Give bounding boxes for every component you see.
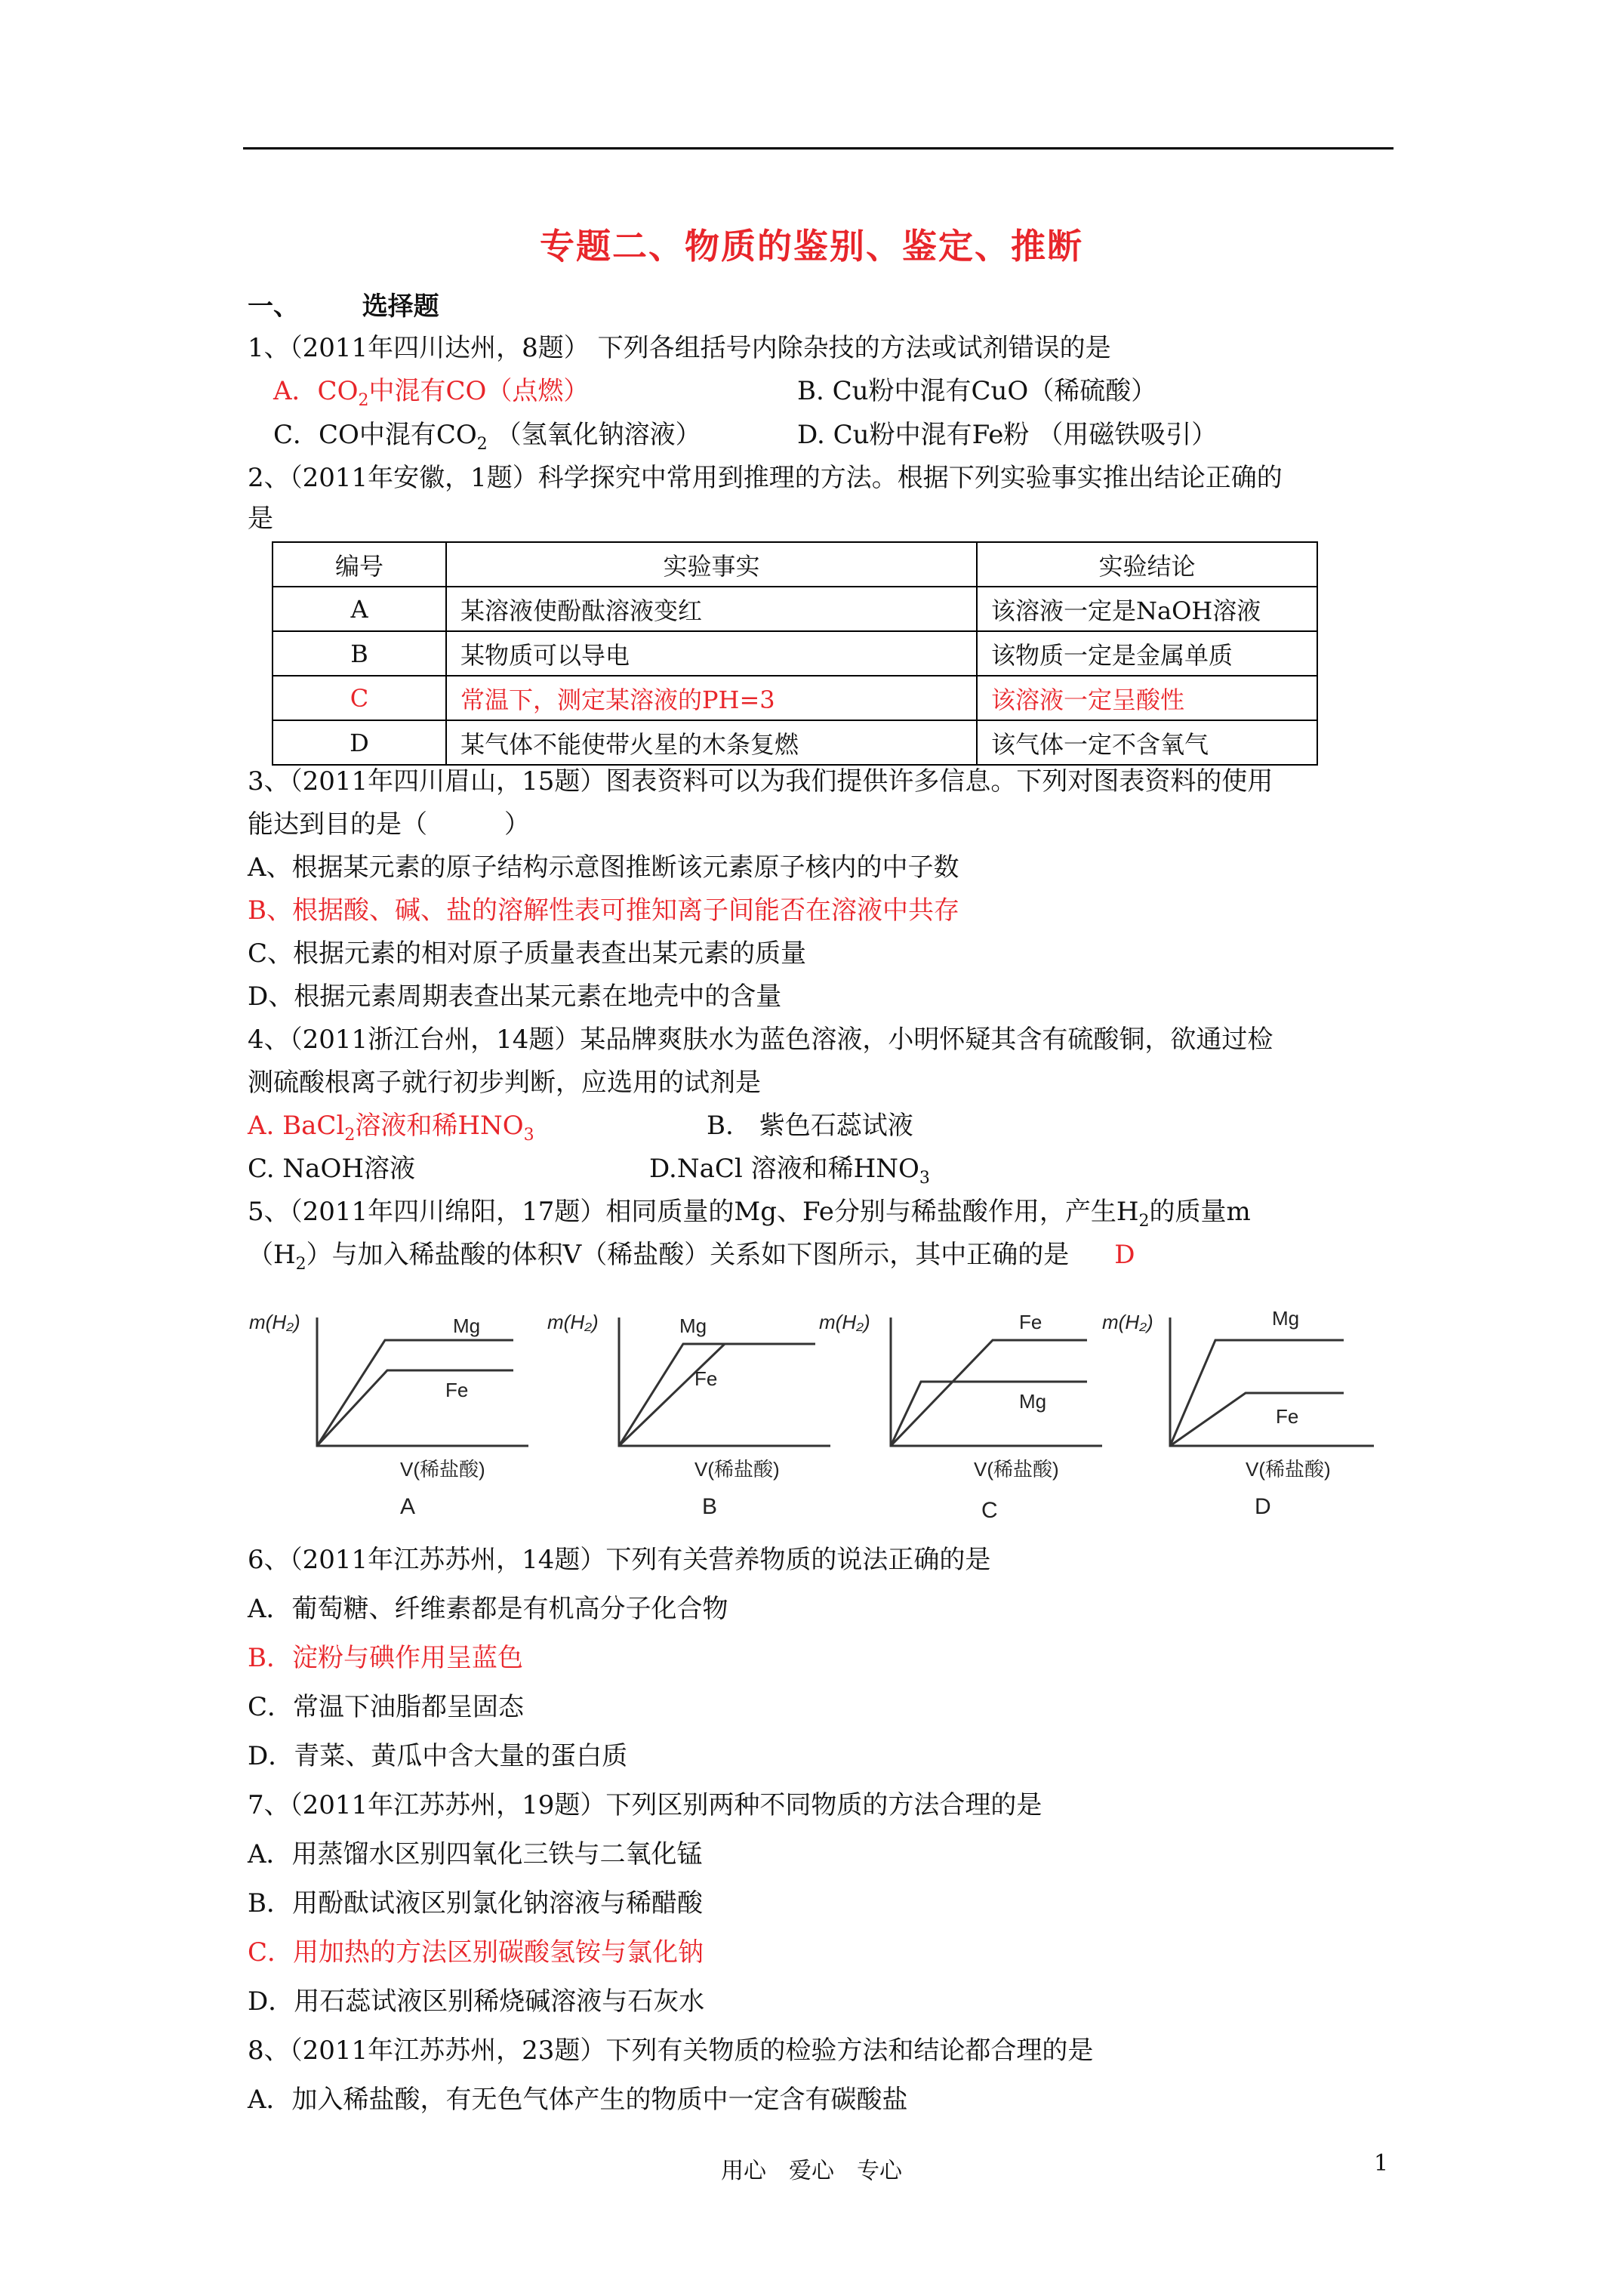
panel-a-mg-line <box>317 1340 513 1446</box>
q4-option-c: C. NaOH溶液 <box>248 1154 415 1184</box>
panel-d-fe-label: Fe <box>1276 1405 1299 1428</box>
panel-d-ylabel: m(H₂) <box>1102 1311 1153 1333</box>
table-cell: 某气体不能使带火星的木条复燃 <box>446 720 977 765</box>
panel-a-xlabel: V(稀盐酸) <box>400 1458 485 1481</box>
table-cell: 该溶液一定是NaOH溶液 <box>977 587 1317 631</box>
q5-stem-line2: $(H_2)$与加入稀盐酸的体积V（稀盐酸）关系如下图所示，其中正确的是 D <box>248 1240 1135 1274</box>
panel-b-fe-line <box>619 1344 725 1446</box>
q7-option-c: C．用加热的方法区别碳酸氢铵与氯化钠 <box>248 1937 704 1968</box>
table-cell: 某物质可以导电 <box>446 631 977 676</box>
q6-option-c: C．常温下油脂都呈固态 <box>248 1692 525 1722</box>
q7-option-a: A．用蒸馏水区别四氧化三铁与二氧化锰 <box>248 1839 703 1869</box>
table-cell: 该物质一定是金属单质 <box>977 631 1317 676</box>
page-footer: 用心 爱心 专心 <box>721 2158 902 2184</box>
panel-d-letter: D <box>1255 1494 1271 1519</box>
table-cell: C <box>273 676 446 720</box>
q2-table <box>272 541 1318 766</box>
header-rule <box>243 147 1394 149</box>
table-cell: D <box>273 720 446 765</box>
panel-c-letter: C <box>981 1498 998 1521</box>
panel-d-fe-line <box>1170 1393 1344 1446</box>
panel-b-xlabel: V(稀盐酸) <box>694 1458 780 1481</box>
panel-d-mg-label: Mg <box>1272 1307 1300 1330</box>
q1-option-b: B. Cu粉中混有CuO（稀硫酸） <box>797 376 1157 406</box>
q6-option-d: D．青菜、黄瓜中含大量的蛋白质 <box>248 1741 628 1771</box>
table-cell: 该溶液一定呈酸性 <box>977 676 1317 720</box>
panel-b-ylabel: m(H₂) <box>547 1311 599 1333</box>
q3-option-d: D、根据元素周期表查出某元素在地壳中的含量 <box>248 982 782 1012</box>
q4-option-b: B. 紫色石蕊试液 <box>707 1111 913 1141</box>
section-number: 一、 <box>248 291 299 322</box>
panel-c-fe-label: Fe <box>1019 1311 1042 1333</box>
page-title: 专题二、物质的鉴别、鉴定、推断 <box>540 226 1083 267</box>
panel-a-fe-label: Fe <box>445 1379 469 1401</box>
q1-stem: 1、（2011年四川达州，8题） 下列各组括号内除杂技的方法或试剂错误的是 <box>248 333 1111 363</box>
q6-option-a: A．葡萄糖、纤维素都是有机高分子化合物 <box>248 1594 728 1624</box>
col-header: 实验事实 <box>446 542 977 587</box>
panel-b-mg-line <box>619 1344 815 1446</box>
q1-option-c: C．CO中混有$CO_2$ （氢氧化钠溶液） <box>273 420 701 454</box>
q7-stem: 7、（2011年江苏苏州，19题）下列区别两种不同物质的方法合理的是 <box>248 1790 1042 1820</box>
table-header-row <box>273 542 1317 587</box>
panel-c-mg-label: Mg <box>1019 1390 1047 1413</box>
table-cell: A <box>273 587 446 631</box>
section-heading <box>248 291 439 322</box>
q4-option-d: D.NaCl 溶液和稀$HNO_3$ <box>649 1154 930 1188</box>
table-cell: 某溶液使酚酞溶液变红 <box>446 587 977 631</box>
table-row <box>273 631 1317 676</box>
section-label: 选择题 <box>362 291 439 322</box>
table-cell: 该气体一定不含氧气 <box>977 720 1317 765</box>
panel-b-letter: B <box>702 1494 718 1519</box>
table-cell: B <box>273 631 446 676</box>
panel-b-mg-label: Mg <box>679 1314 707 1337</box>
col-header: 实验结论 <box>977 542 1317 587</box>
q2-stem-line1: 2、（2011年安徽，1题）科学探究中常用到推理的方法。根据下列实验事实推出结论正确的 <box>248 463 1283 493</box>
page-number: 1 <box>1374 2150 1389 2177</box>
panel-c-xlabel: V(稀盐酸) <box>974 1458 1059 1481</box>
q5-stem-line1: 5、（2011年四川绵阳，17题）相同质量的Mg、Fe分别与稀盐酸作用，产生$H_2$的质量m <box>248 1197 1251 1231</box>
q5-graphs <box>242 1295 1389 1521</box>
q4-stem-line1: 4、（2011浙江台州，14题）某品牌爽肤水为蓝色溶液，小明怀疑其含有硫酸铜，欲通过检 <box>248 1025 1273 1055</box>
q3-option-c: C、根据元素的相对原子质量表查出某元素的质量 <box>248 938 807 969</box>
q6-option-b: B．淀粉与碘作用呈蓝色 <box>248 1643 523 1673</box>
q1-option-a: A．$CO_2$中混有CO（点燃） <box>273 376 590 410</box>
panel-a-ylabel: m(H₂) <box>249 1311 300 1333</box>
q6-stem: 6、（2011年江苏苏州，14题）下列有关营养物质的说法正确的是 <box>248 1545 991 1575</box>
q7-option-d: D．用石蕊试液区别稀烧碱溶液与石灰水 <box>248 1986 705 2017</box>
q4-stem-line2: 测硫酸根离子就行初步判断，应选用的试剂是 <box>248 1068 761 1098</box>
q3-stem-line2: 能达到目的是（ ） <box>248 809 530 840</box>
panel-a-letter: A <box>400 1494 416 1519</box>
q3-option-b: B、根据酸、碱、盐的溶解性表可推知离子间能否在溶液中共存 <box>248 895 959 926</box>
panel-c-fe-line <box>891 1340 1087 1446</box>
panel-c-ylabel: m(H₂) <box>819 1311 870 1333</box>
table-row <box>273 587 1317 631</box>
panel-b-fe-label: Fe <box>694 1367 718 1390</box>
panel-d-axes <box>1170 1318 1374 1446</box>
q5-answer: D <box>1114 1240 1135 1270</box>
q7-option-b: B．用酚酞试液区别氯化钠溶液与稀醋酸 <box>248 1888 703 1918</box>
panel-b-axes <box>619 1318 830 1446</box>
table-row <box>273 720 1317 765</box>
q4-option-a: A. BaCl$_2$溶液和稀$HNO_3$ <box>248 1111 534 1145</box>
q8-option-a: A．加入稀盐酸，有无色气体产生的物质中一定含有碳酸盐 <box>248 2085 908 2115</box>
panel-a-mg-label: Mg <box>453 1314 481 1337</box>
panel-a-fe-line <box>317 1370 513 1446</box>
panel-a-axes <box>317 1318 528 1446</box>
q8-stem: 8、（2011年江苏苏州，23题）下列有关物质的检验方法和结论都合理的是 <box>248 2036 1094 2066</box>
q2-stem-line2: 是 <box>248 504 273 534</box>
q3-stem-line1: 3、（2011年四川眉山，15题）图表资料可以为我们提供许多信息。下列对图表资料的使用 <box>248 766 1273 797</box>
panel-d-xlabel: V(稀盐酸) <box>1246 1458 1331 1481</box>
col-header: 编号 <box>273 542 446 587</box>
table-row-answer <box>273 676 1317 720</box>
q1-option-d: D. Cu粉中混有Fe粉 （用磁铁吸引） <box>797 420 1218 450</box>
q3-option-a: A、根据某元素的原子结构示意图推断该元素原子核内的中子数 <box>248 852 959 883</box>
table-cell: 常温下，测定某溶液的PH=3 <box>446 676 977 720</box>
